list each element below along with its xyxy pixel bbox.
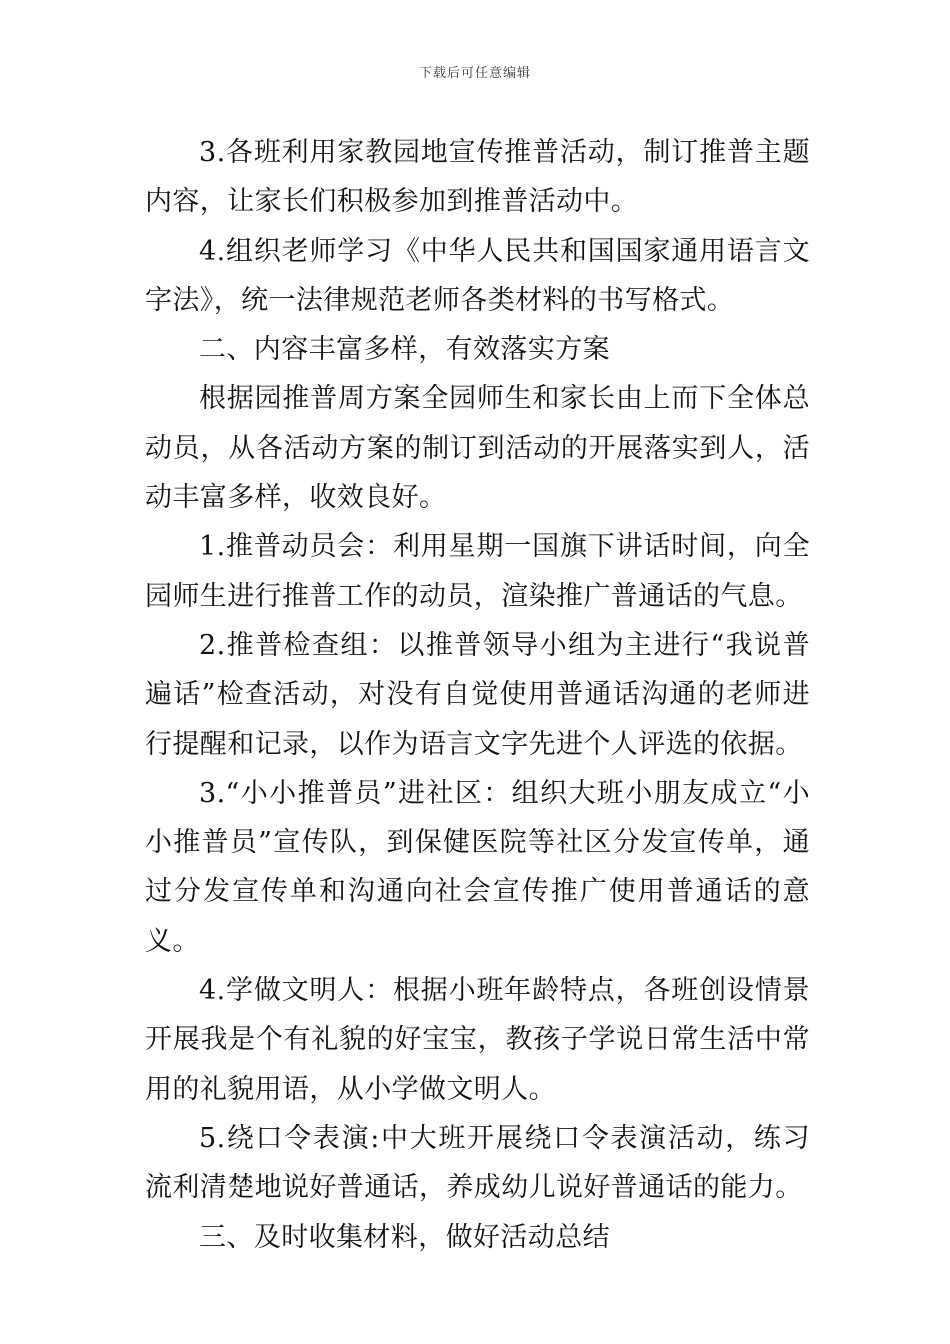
document-body [145, 128, 810, 1262]
section-heading-three: 三、及时收集材料，做好活动总结 [199, 1221, 610, 1253]
paragraph-section-two-intro: 根据园推普周方案全园师生和家长由上而下全体总动员，从各活动方案的制订到活动的开展落实到人，活动丰富多样，收效良好。 [145, 383, 810, 514]
header-note: 下载后可任意编辑 [418, 66, 531, 81]
paragraph-item-3-community: 3.“小小推普员”进社区：组织大班小朋友成立“小小推普员”宣传队，到保健医院等社区分发宣传单，通过分发宣传单和沟通向社会宣传推广使用普通话的意义。 [145, 777, 810, 957]
paragraph-item-1-mobilization: 1.推普动员会：利用星期一国旗下讲话时间，向全园师生进行推普工作的动员，渲染推广普通话的气息。 [145, 531, 810, 612]
paragraph-item-5-tongue-twister: 5.绕口令表演:中大班开展绕口令表演活动，练习流利清楚地说好普通话，养成幼儿说好普通话的能力。 [145, 1122, 810, 1204]
paragraph-item-3-publicity: 3.各班利用家教园地宣传推普活动，制订推普主题内容，让家长们积极参加到推普活动中。 [145, 137, 810, 218]
paragraph-item-4-law-study: 4.组织老师学习《中华人民共和国国家通用语言文字法》，统一法律规范老师各类材料的书写格式。 [145, 235, 810, 316]
paragraph-item-2-inspection: 2.推普检查组：以推普领导小组为主进行“我说普遍话”检查活动，对没有自觉使用普通话沟通的老师进行提醒和记录，以作为语言文字先进个人评选的依据。 [145, 629, 810, 760]
paragraph-item-4-civility: 4.学做文明人：根据小班年龄特点，各班创设情景开展我是个有礼貌的好宝宝，教孩子学说日常生活中常用的礼貌用语，从小学做文明人。 [145, 975, 810, 1105]
section-heading-two: 二、内容丰富多样，有效落实方案 [199, 334, 610, 366]
